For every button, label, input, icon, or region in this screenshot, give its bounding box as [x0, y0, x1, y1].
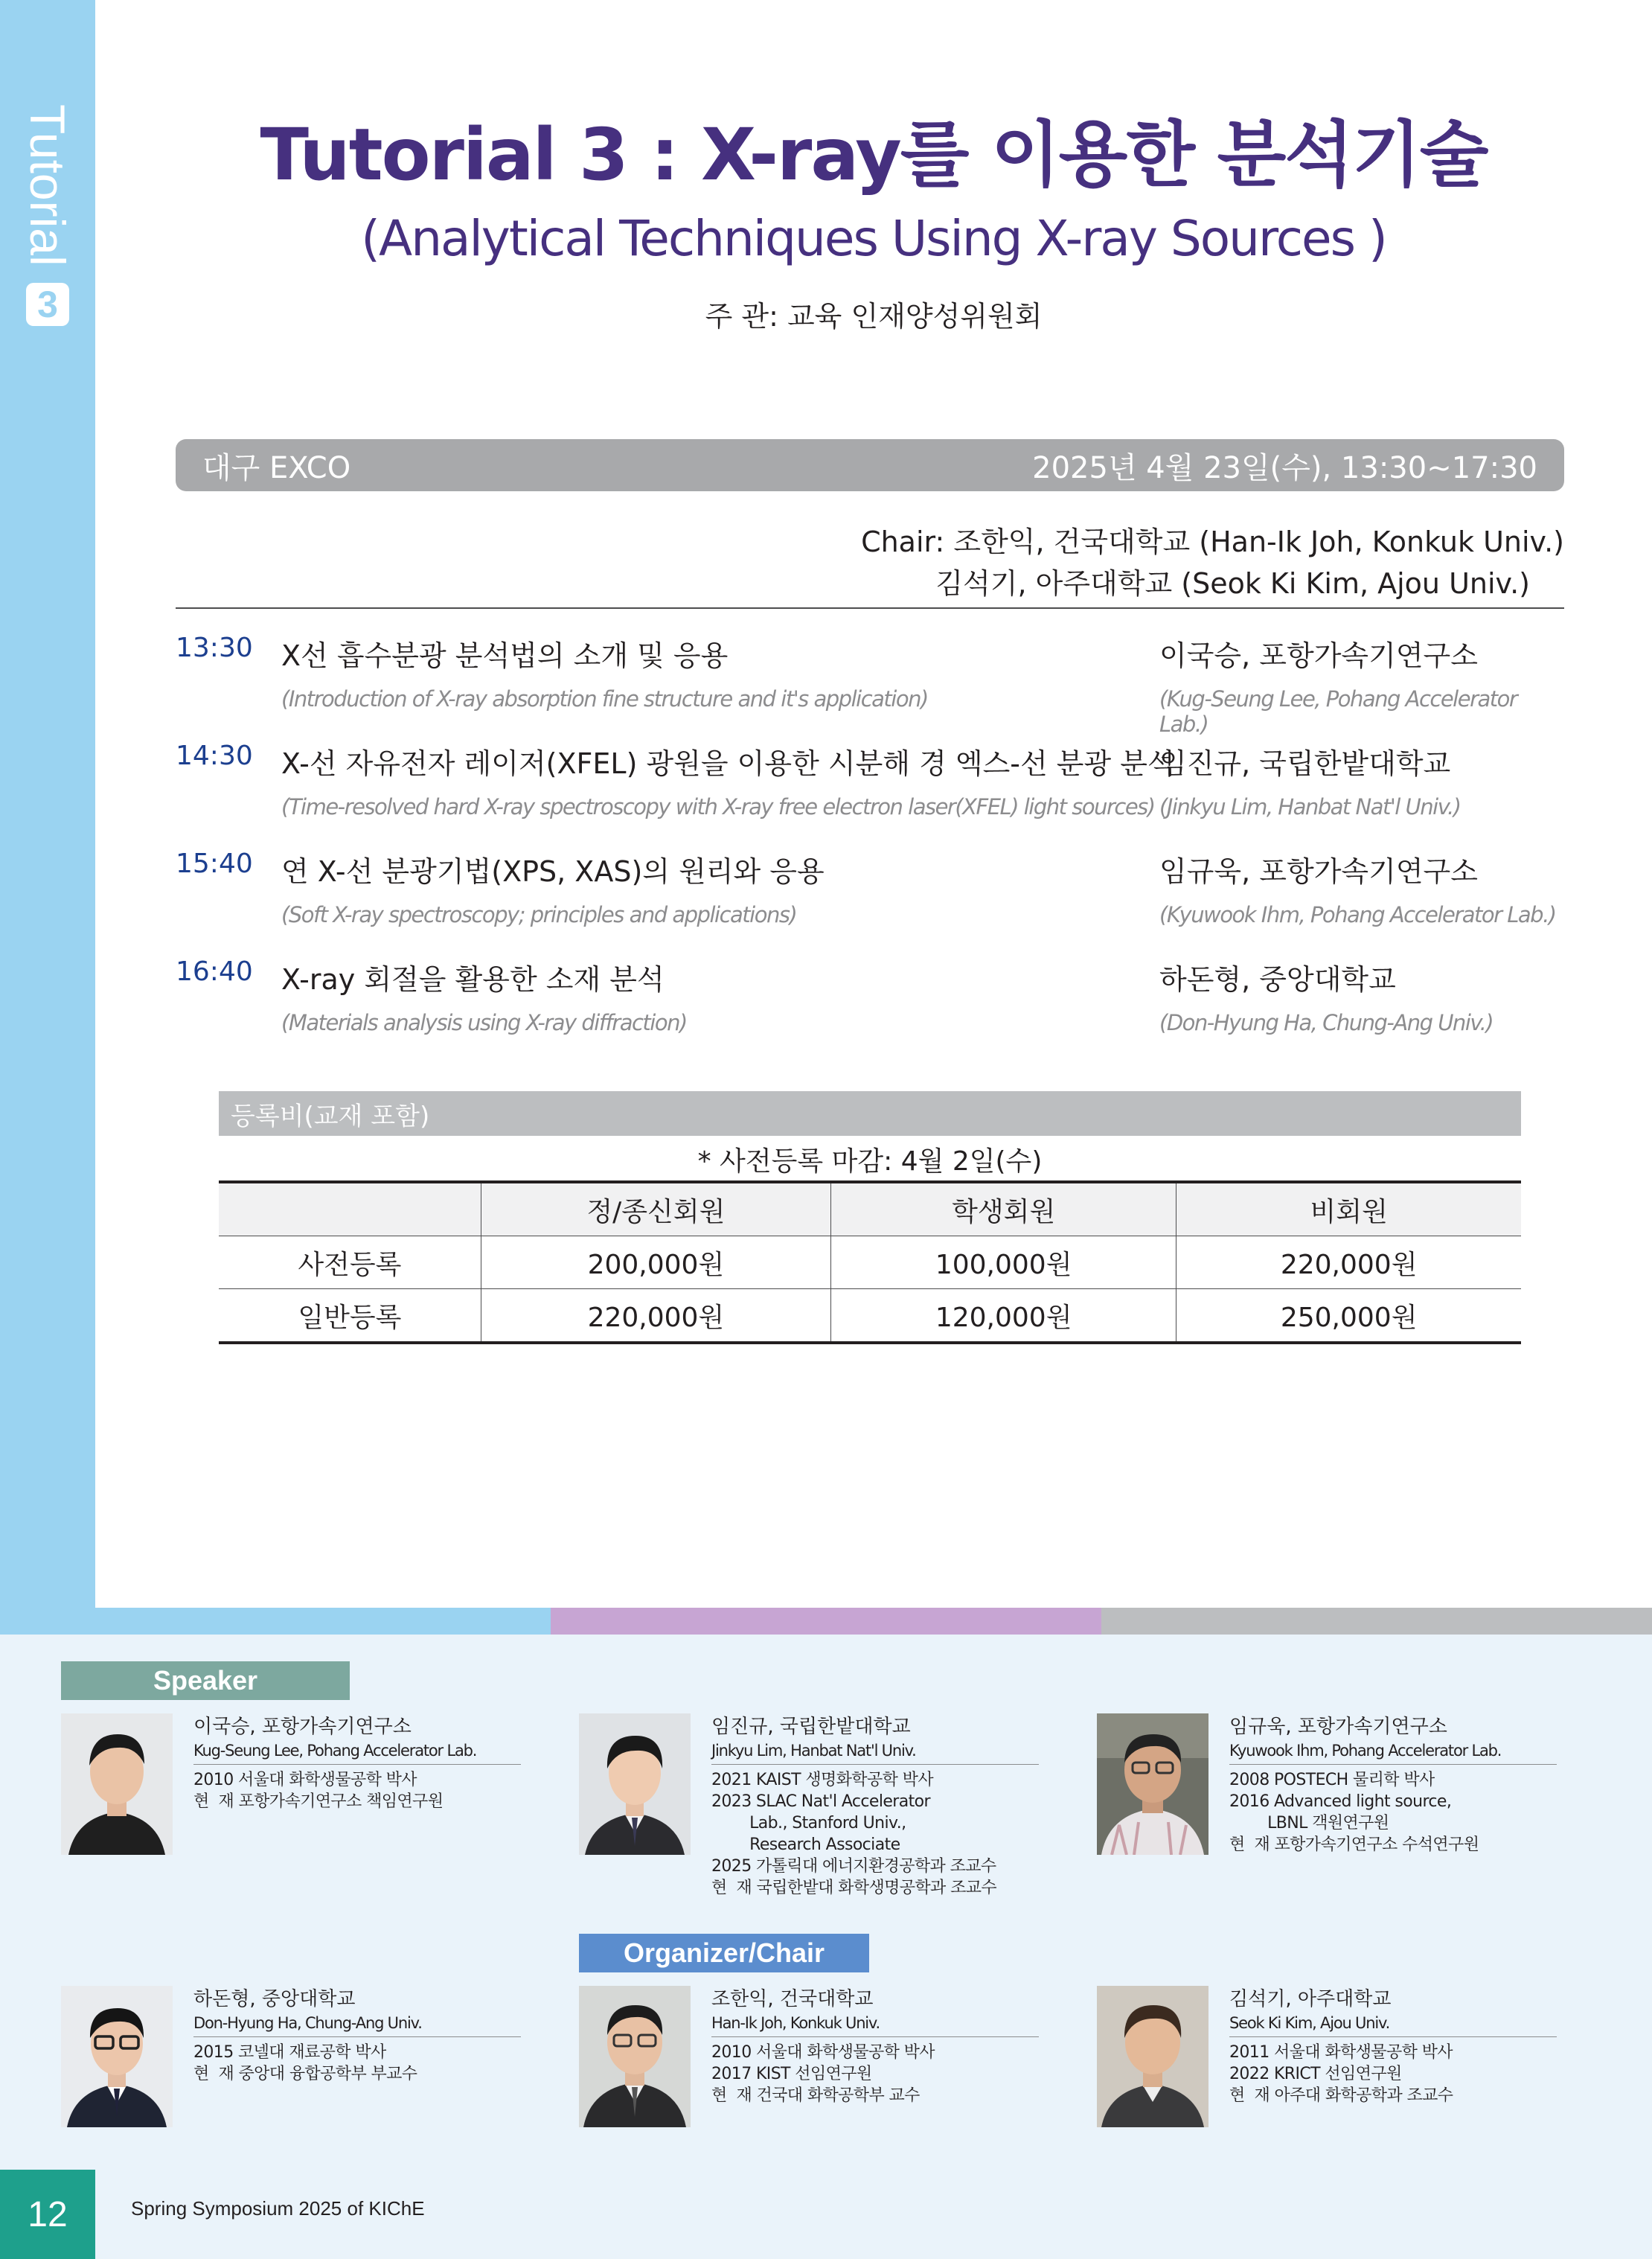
- person-photo: [579, 1713, 691, 1855]
- session-speaker: 임규욱, 포항가속기연구소: [1159, 855, 1478, 888]
- registration-deadline: * 사전등록 마감: 4월 2일(수): [697, 1146, 1043, 1177]
- person-english-name: Jinkyu Lim, Hanbat Nat'l Univ.: [711, 1740, 1039, 1765]
- person-english-name: Han-Ik Joh, Konkuk Univ.: [711, 2013, 1039, 2037]
- side-label-text: Tutorial: [20, 104, 75, 266]
- color-strip: [0, 1608, 1652, 1635]
- page-subtitle: (Analytical Techniques Using X-ray Sources ): [361, 210, 1386, 267]
- person-name: 임규욱, 포항가속기연구소: [1229, 1716, 1447, 1738]
- venue-location: 대구 EXCO: [202, 450, 351, 485]
- session-affiliation: (Don-Hyung Ha, Chung-Ang Univ.): [1159, 1010, 1493, 1035]
- session-affiliation: (Jinkyu Lim, Hanbat Nat'l Univ.): [1159, 794, 1461, 819]
- page-number: 12: [0, 2170, 95, 2259]
- person-photo: [61, 1713, 173, 1855]
- registration-header: 등록비(교재 포함): [219, 1091, 1521, 1136]
- registration-table: [219, 1180, 1521, 1344]
- page-title: Tutorial 3 : X-ray를 이용한 분석기술: [260, 113, 1488, 196]
- session-title: X-ray 회절을 활용한 소재 분석: [281, 963, 665, 996]
- person-english-name: Don-Hyung Ha, Chung-Ang Univ.: [193, 2013, 521, 2037]
- organizer-chair-tag: Organizer/Chair: [579, 1934, 869, 1972]
- person-name: 이국승, 포항가속기연구소: [193, 1716, 412, 1738]
- person-career: 2011 서울대 화학생물공학 박사 2022 KRICT 선임연구원 현 재 아주대 화학공학과 조교수: [1229, 2043, 1453, 2105]
- section-divider: [176, 607, 1564, 609]
- table-cell: 200,000원: [481, 1236, 830, 1289]
- table-row: [219, 1236, 1521, 1289]
- person-career: 2021 KAIST 생명화학공학 박사 2023 SLAC Nat'l Accelerator Lab., Stanford Univ., Research Associate 2025 가톨릭대 에너지환경공학과 조교수 현 재 국립한밭대 화학생명공학과 조교수: [711, 1771, 997, 1897]
- program-row: [176, 834, 1564, 938]
- program-row: [176, 726, 1564, 830]
- chair-line-2: 김석기, 아주대학교 (Seok Ki Kim, Ajou Univ.): [935, 567, 1530, 600]
- venue-bar: [176, 439, 1564, 491]
- table-cell: 100,000원: [831, 1236, 1176, 1289]
- column-header: 비회원: [1310, 1196, 1388, 1227]
- person-card: [1097, 1713, 1558, 1862]
- person-card: [61, 1713, 522, 1862]
- organizer-line: 주 관: 교육 인재양성위원회: [705, 300, 1043, 333]
- person-career: 2015 코넬대 재료공학 박사 현 재 중앙대 융합공학부 부교수: [193, 2043, 417, 2083]
- person-english-name: Kyuwook Ihm, Pohang Accelerator Lab.: [1229, 1740, 1557, 1765]
- session-title: X선 흡수분광 분석법의 소개 및 응용: [281, 639, 729, 672]
- session-subtitle: (Time-resolved hard X-ray spectroscopy with X-ray free electron laser(XFEL) light sources): [281, 794, 1155, 819]
- strip-gray: [1101, 1608, 1652, 1635]
- person-photo: [1097, 1986, 1208, 2127]
- table-header-row: [219, 1182, 1521, 1236]
- table-cell: 120,000원: [831, 1289, 1176, 1343]
- side-tutorial-label: [19, 104, 76, 326]
- session-speaker: 임진규, 국립한밭대학교: [1159, 747, 1451, 780]
- table-cell: 220,000원: [481, 1289, 830, 1343]
- person-career: 2010 서울대 화학생물공학 박사 현 재 포항가속기연구소 책임연구원: [193, 1771, 444, 1811]
- person-name: 조한익, 건국대학교: [711, 1988, 874, 2010]
- person-name: 임진규, 국립한밭대학교: [711, 1716, 911, 1738]
- table-row: [219, 1289, 1521, 1343]
- person-photo: [579, 1986, 691, 2127]
- person-name: 하돈형, 중앙대학교: [193, 1988, 356, 2010]
- session-title: X-선 자유전자 레이저(XFEL) 광원을 이용한 시분해 경 엑스-선 분광 분석: [281, 747, 1175, 780]
- session-time: 15:40: [176, 849, 253, 879]
- chair-line-1: Chair: 조한익, 건국대학교 (Han-Ik Joh, Konkuk Univ.): [861, 525, 1564, 558]
- person-photo: [1097, 1713, 1208, 1855]
- person-english-name: Kug-Seung Lee, Pohang Accelerator Lab.: [193, 1740, 521, 1765]
- person-career: 2008 POSTECH 물리학 박사 2016 Advanced light source, LBNL 객원연구원 현 재 포항가속기연구소 수석연구원: [1229, 1771, 1479, 1854]
- speaker-tag: Speaker: [61, 1661, 350, 1700]
- person-photo: [61, 1986, 173, 2127]
- person-card: [61, 1986, 522, 2135]
- column-header: 정/종신회원: [481, 1182, 830, 1236]
- person-card: [579, 1713, 1040, 1897]
- footer-text: Spring Symposium 2025 of KIChE: [131, 2197, 425, 2220]
- venue-datetime: 2025년 4월 23일(수), 13:30~17:30: [1032, 450, 1537, 485]
- table-cell: 사전등록: [219, 1236, 481, 1289]
- session-speaker: 하돈형, 중앙대학교: [1159, 963, 1396, 996]
- person-name: 김석기, 아주대학교: [1229, 1988, 1392, 2010]
- program-row: [176, 618, 1564, 737]
- session-subtitle: (Soft X-ray spectroscopy; principles and applications): [281, 902, 797, 927]
- side-label-number: 3: [26, 283, 69, 326]
- session-affiliation: (Kyuwook Ihm, Pohang Accelerator Lab.): [1159, 902, 1556, 927]
- session-time: 14:30: [176, 741, 253, 771]
- session-time: 13:30: [176, 633, 253, 663]
- person-card: [579, 1986, 1040, 2135]
- session-speaker: 이국승, 포항가속기연구소: [1159, 639, 1478, 672]
- person-english-name: Seok Ki Kim, Ajou Univ.: [1229, 2013, 1557, 2037]
- person-card: [1097, 1986, 1558, 2135]
- strip-blue: [0, 1608, 551, 1635]
- session-subtitle: (Materials analysis using X-ray diffraction): [281, 1010, 687, 1035]
- strip-purple: [551, 1608, 1101, 1635]
- table-cell: 250,000원: [1280, 1302, 1418, 1333]
- session-time: 16:40: [176, 956, 253, 987]
- session-subtitle: (Introduction of X-ray absorption fine structure and it's application): [281, 686, 928, 712]
- column-header: [219, 1182, 481, 1236]
- table-cell: 일반등록: [219, 1289, 481, 1343]
- column-header: 학생회원: [831, 1182, 1176, 1236]
- session-affiliation: (Kug-Seung Lee, Pohang Accelerator Lab.): [1159, 686, 1517, 737]
- person-career: 2010 서울대 화학생물공학 박사 2017 KIST 선임연구원 현 재 건국대 화학공학부 교수: [711, 2043, 935, 2105]
- program-row: [176, 942, 1564, 1046]
- session-title: 연 X-선 분광기법(XPS, XAS)의 원리와 응용: [281, 855, 825, 888]
- table-cell: 220,000원: [1280, 1249, 1418, 1280]
- chair-block: [861, 521, 1564, 604]
